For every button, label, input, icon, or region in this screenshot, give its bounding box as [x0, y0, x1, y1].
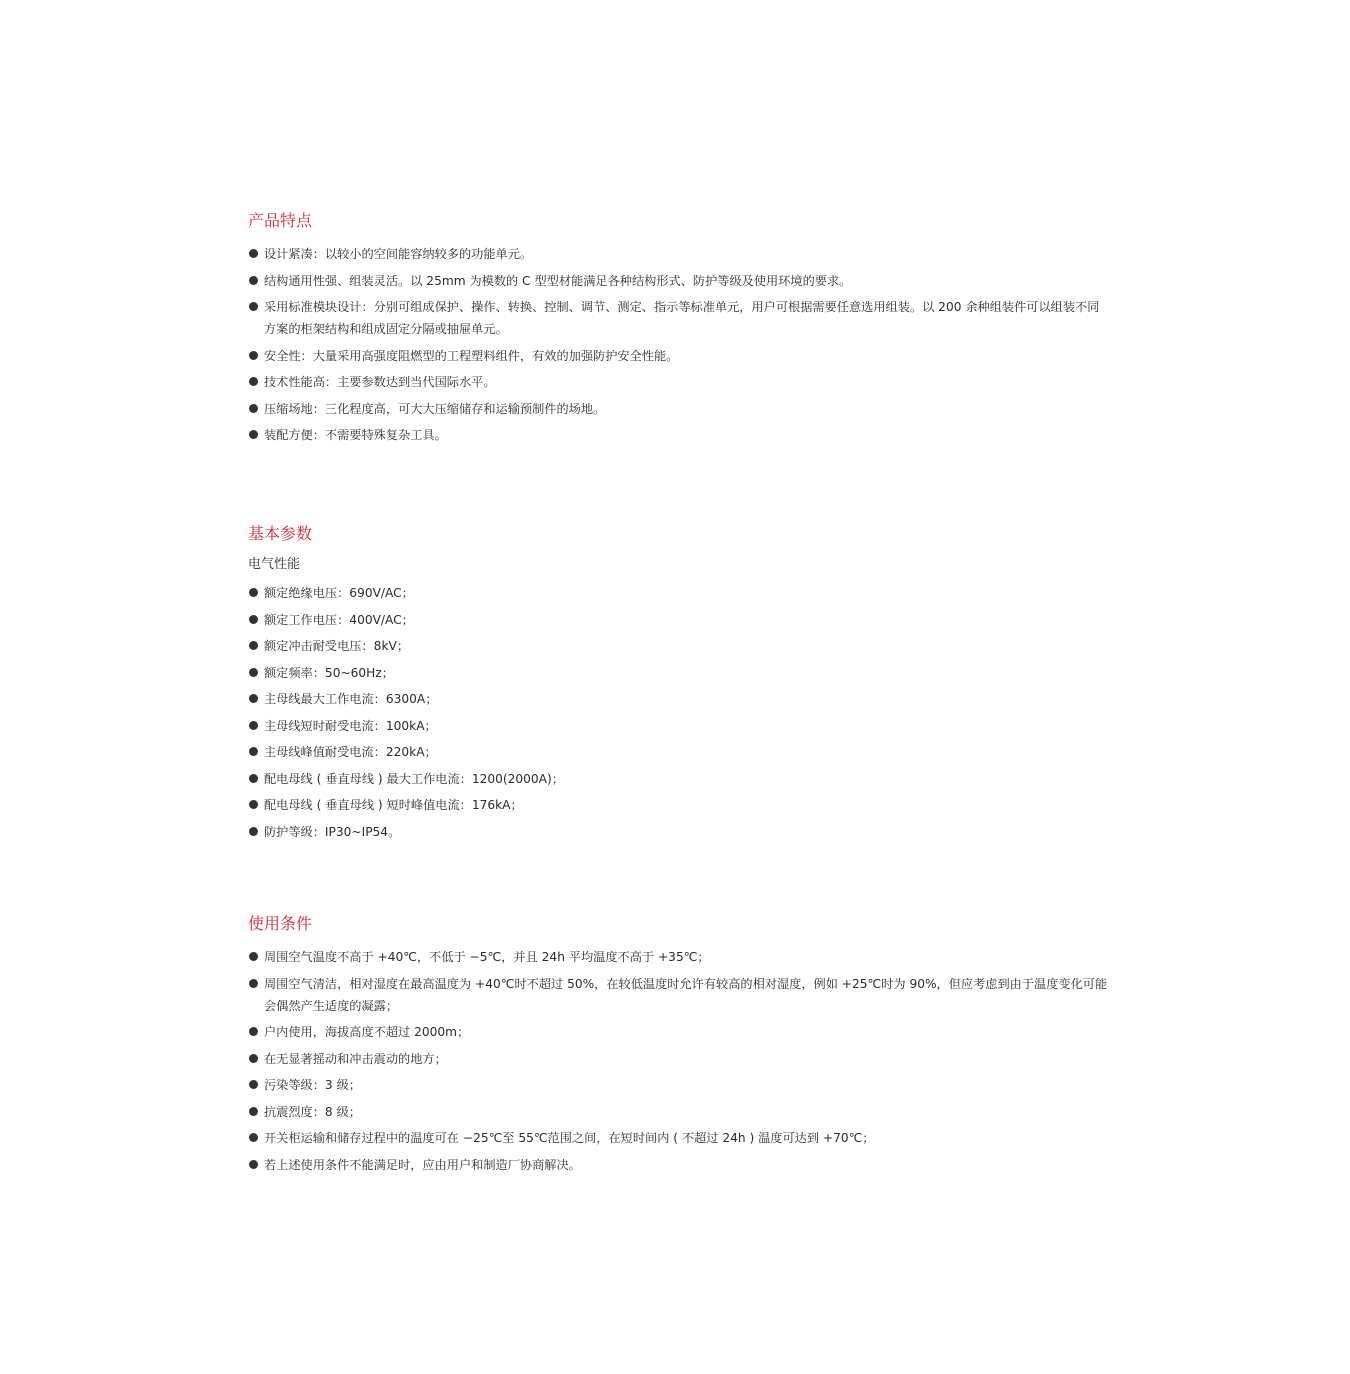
feature-item [248, 424, 1108, 446]
bullet-icon [249, 641, 258, 650]
features-list [248, 243, 1108, 446]
bullet-icon [249, 1160, 258, 1169]
condition-text: 户内使用，海拔高度不超过 2000m； [264, 1025, 470, 1039]
params-section [248, 524, 1108, 847]
param-item [248, 821, 1108, 843]
condition-item [248, 1101, 1108, 1123]
bullet-icon [249, 979, 258, 988]
condition-text: 周围空气温度不高于 +40℃，不低于 −5℃，并且 24h 平均温度不高于 +35℃； [264, 950, 710, 964]
bullet-icon [249, 1054, 258, 1063]
param-item [248, 582, 1108, 604]
condition-text: 周围空气清洁，相对湿度在最高温度为 +40℃时不超过 50%，在较低温度时允许有较高的相对湿度，例如 +25℃时为 90%，但应考虑到由于温度变化可能会偶然产生适度的凝露； [264, 976, 1108, 1013]
bullet-icon [249, 774, 258, 783]
bullet-icon [249, 952, 258, 961]
condition-text: 开关柜运输和储存过程中的温度可在 −25℃至 55℃范围之间，在短时间内 ( 不超过 24h ) 温度可达到 +70℃； [264, 1131, 875, 1145]
param-item [248, 609, 1108, 631]
condition-item [248, 973, 1108, 1017]
bullet-icon [249, 800, 258, 809]
condition-item [248, 946, 1108, 968]
param-item [248, 688, 1108, 710]
bullet-icon [249, 276, 258, 285]
bullet-icon [249, 377, 258, 386]
condition-item [248, 1074, 1108, 1096]
feature-item [248, 296, 1108, 340]
bullet-icon [249, 721, 258, 730]
bullet-icon [249, 694, 258, 703]
params-subheading: 电气性能 [248, 557, 301, 572]
feature-text: 压缩场地：三化程度高，可大大压缩储存和运输预制件的场地。 [264, 401, 606, 416]
bullet-icon [249, 615, 258, 624]
param-item [248, 768, 1108, 790]
bullet-icon [249, 1133, 258, 1142]
features-title: 产品特点 [248, 211, 313, 230]
param-text: 防护等级：IP30~IP54。 [264, 824, 401, 839]
bullet-icon [249, 249, 258, 258]
feature-text: 技术性能高：主要参数达到当代国际水平。 [264, 375, 496, 389]
feature-item [248, 398, 1108, 420]
param-item [248, 635, 1108, 657]
feature-text: 安全性：大量采用高强度阻燃型的工程塑料组件，有效的加强防护安全性能。 [264, 348, 679, 363]
condition-item [248, 1021, 1108, 1043]
param-text: 额定绝缘电压：690V/AC； [264, 586, 414, 600]
feature-text: 结构通用性强、组装灵活。以 25mm 为模数的 C 型型材能满足各种结构形式、防护等级及使用环境的要求。 [264, 273, 852, 288]
bullet-icon [249, 351, 258, 360]
condition-text: 污染等级：3 级； [264, 1078, 361, 1092]
bullet-icon [249, 302, 258, 311]
param-item [248, 715, 1108, 737]
condition-text: 抗震烈度：8 级； [264, 1104, 361, 1119]
params-title: 基本参数 [248, 524, 313, 543]
condition-text: 在无显著摇动和冲击震动的地方； [264, 1051, 447, 1066]
bullet-icon [249, 430, 258, 439]
bullet-icon [249, 827, 258, 836]
features-section [248, 211, 1108, 451]
bullet-icon [249, 1107, 258, 1116]
param-text: 主母线短时耐受电流：100kA； [264, 718, 437, 733]
params-list [248, 582, 1108, 843]
bullet-icon [249, 1027, 258, 1036]
condition-item [248, 1127, 1108, 1149]
param-text: 配电母线 ( 垂直母线 ) 短时峰值电流：176kA； [264, 798, 523, 812]
bullet-icon [249, 588, 258, 597]
feature-item [248, 371, 1108, 393]
feature-text: 设计紧凑：以较小的空间能容纳较多的功能单元。 [264, 247, 533, 261]
param-text: 额定频率：50~60Hz； [264, 665, 394, 680]
condition-text: 若上述使用条件不能满足时，应由用户和制造厂协商解决。 [264, 1157, 581, 1172]
param-text: 主母线最大工作电流：6300A； [264, 692, 438, 706]
feature-item [248, 270, 1108, 292]
feature-text: 采用标准模块设计：分别可组成保护、操作、转换、控制、调节、测定、指示等标准单元，用户可根据需要任意选用组装。以 200 余种组装件可以组装不同方案的柜架结构和组成固定分隔或抽屉单元。 [264, 300, 1100, 336]
param-text: 主母线峰值耐受电流：220kA； [264, 745, 437, 759]
conditions-list [248, 946, 1108, 1176]
condition-item [248, 1048, 1108, 1070]
param-item [248, 741, 1108, 763]
bullet-icon [249, 668, 258, 677]
feature-item [248, 243, 1108, 265]
feature-item [248, 345, 1108, 367]
conditions-title: 使用条件 [248, 914, 313, 933]
feature-text: 装配方便：不需要特殊复杂工具。 [264, 428, 447, 442]
conditions-section [248, 914, 1108, 1180]
param-item [248, 794, 1108, 816]
param-text: 额定冲击耐受电压：8kV； [264, 639, 410, 653]
param-text: 额定工作电压：400V/AC； [264, 612, 414, 627]
bullet-icon [249, 747, 258, 756]
param-text: 配电母线 ( 垂直母线 ) 最大工作电流：1200(2000A)； [264, 771, 564, 786]
bullet-icon [249, 1080, 258, 1089]
param-item [248, 662, 1108, 684]
bullet-icon [249, 404, 258, 413]
condition-item [248, 1154, 1108, 1176]
